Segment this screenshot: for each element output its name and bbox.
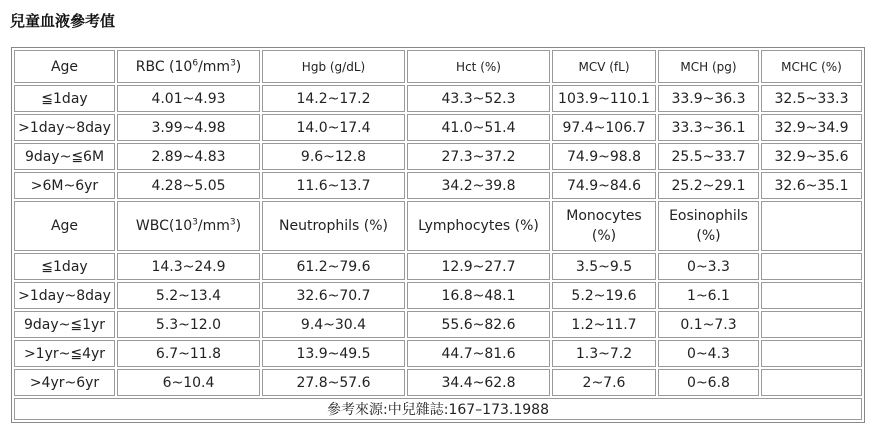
neutrophils-cell: 9.4~30.4 — [262, 311, 405, 338]
mcv-cell: 103.9~110.1 — [552, 85, 656, 112]
eosinophils-cell: 1~6.1 — [658, 282, 759, 309]
age-cell: ≦1day — [14, 85, 115, 112]
source-row — [14, 398, 862, 420]
rbc-header: RBC $(10^6/mm^3)$ — [117, 50, 260, 83]
blood-reference-table — [11, 47, 865, 423]
monocytes-header: Monocytes (%) — [552, 201, 656, 251]
age-cell: 9day~≦6M — [14, 143, 115, 170]
eosinophils-header: Eosinophils (%) — [658, 201, 759, 251]
mch-cell: 33.3~36.1 — [658, 114, 759, 141]
empty-cell — [761, 311, 862, 338]
lymphocytes-cell: 44.7~81.6 — [407, 340, 550, 367]
neutrophils-header: Neutrophils (%) — [262, 201, 405, 251]
age-header: Age — [14, 50, 115, 83]
source-citation: 參考來源:中兒雜誌:167–173.1988 — [14, 398, 862, 420]
monocytes-cell: 5.2~19.6 — [552, 282, 656, 309]
lymphocytes-cell: 12.9~27.7 — [407, 253, 550, 280]
hgb-cell: 14.2~17.2 — [262, 85, 405, 112]
table-row — [14, 114, 862, 141]
rbc-cell: 3.99~4.98 — [117, 114, 260, 141]
page-title: 兒童血液參考值 — [10, 12, 116, 30]
neutrophils-cell: 27.8~57.6 — [262, 369, 405, 396]
eosinophils-cell: 0~3.3 — [658, 253, 759, 280]
eosinophils-cell: 0~6.8 — [658, 369, 759, 396]
mcv-header: MCV (fL) — [552, 50, 656, 83]
hgb-cell: 11.6~13.7 — [262, 172, 405, 199]
table-row — [14, 143, 862, 170]
lymphocytes-header: Lymphocytes (%) — [407, 201, 550, 251]
age-cell: >1day~8day — [14, 282, 115, 309]
mchc-header: MCHC (%) — [761, 50, 862, 83]
empty-cell — [761, 340, 862, 367]
hct-cell: 43.3~52.3 — [407, 85, 550, 112]
table-row — [14, 172, 862, 199]
mch-header: MCH (pg) — [658, 50, 759, 83]
table-row — [14, 340, 862, 367]
mch-cell: 25.2~29.1 — [658, 172, 759, 199]
age-cell: ≦1day — [14, 253, 115, 280]
mchc-cell: 32.6~35.1 — [761, 172, 862, 199]
hgb-cell: 9.6~12.8 — [262, 143, 405, 170]
hct-cell: 27.3~37.2 — [407, 143, 550, 170]
lymphocytes-cell: 34.4~62.8 — [407, 369, 550, 396]
hct-cell: 34.2~39.8 — [407, 172, 550, 199]
mchc-cell: 32.9~35.6 — [761, 143, 862, 170]
age-header: Age — [14, 201, 115, 251]
wbc-cell: 5.2~13.4 — [117, 282, 260, 309]
mcv-cell: 97.4~106.7 — [552, 114, 656, 141]
table-row — [14, 369, 862, 396]
age-cell: >6M~6yr — [14, 172, 115, 199]
wbc-header-row — [14, 201, 862, 251]
empty-cell — [761, 369, 862, 396]
empty-cell — [761, 282, 862, 309]
empty-cell — [761, 201, 862, 251]
monocytes-cell: 3.5~9.5 — [552, 253, 656, 280]
wbc-cell: 6~10.4 — [117, 369, 260, 396]
hct-cell: 41.0~51.4 — [407, 114, 550, 141]
table-row — [14, 253, 862, 280]
neutrophils-cell: 32.6~70.7 — [262, 282, 405, 309]
table-row — [14, 85, 862, 112]
age-cell: >1day~8day — [14, 114, 115, 141]
mch-cell: 25.5~33.7 — [658, 143, 759, 170]
age-cell: >4yr~6yr — [14, 369, 115, 396]
lymphocytes-cell: 16.8~48.1 — [407, 282, 550, 309]
eosinophils-cell: 0.1~7.3 — [658, 311, 759, 338]
rbc-cell: 4.28~5.05 — [117, 172, 260, 199]
rbc-cell: 2.89~4.83 — [117, 143, 260, 170]
age-cell: >1yr~≦4yr — [14, 340, 115, 367]
empty-cell — [761, 253, 862, 280]
hgb-cell: 14.0~17.4 — [262, 114, 405, 141]
monocytes-cell: 2~7.6 — [552, 369, 656, 396]
mchc-cell: 32.9~34.9 — [761, 114, 862, 141]
rbc-cell: 4.01~4.93 — [117, 85, 260, 112]
age-cell: 9day~≦1yr — [14, 311, 115, 338]
mch-cell: 33.9~36.3 — [658, 85, 759, 112]
neutrophils-cell: 61.2~79.6 — [262, 253, 405, 280]
mcv-cell: 74.9~98.8 — [552, 143, 656, 170]
mchc-cell: 32.5~33.3 — [761, 85, 862, 112]
hgb-header: Hgb (g/dL) — [262, 50, 405, 83]
mcv-cell: 74.9~84.6 — [552, 172, 656, 199]
wbc-header: $WBC(10^3/mm^3)$ — [117, 201, 260, 251]
wbc-cell: 14.3~24.9 — [117, 253, 260, 280]
wbc-cell: 6.7~11.8 — [117, 340, 260, 367]
neutrophils-cell: 13.9~49.5 — [262, 340, 405, 367]
rbc-header-row — [14, 50, 862, 83]
table-row — [14, 282, 862, 309]
monocytes-cell: 1.2~11.7 — [552, 311, 656, 338]
lymphocytes-cell: 55.6~82.6 — [407, 311, 550, 338]
hct-header: Hct (%) — [407, 50, 550, 83]
table-row — [14, 311, 862, 338]
eosinophils-cell: 0~4.3 — [658, 340, 759, 367]
wbc-cell: 5.3~12.0 — [117, 311, 260, 338]
monocytes-cell: 1.3~7.2 — [552, 340, 656, 367]
